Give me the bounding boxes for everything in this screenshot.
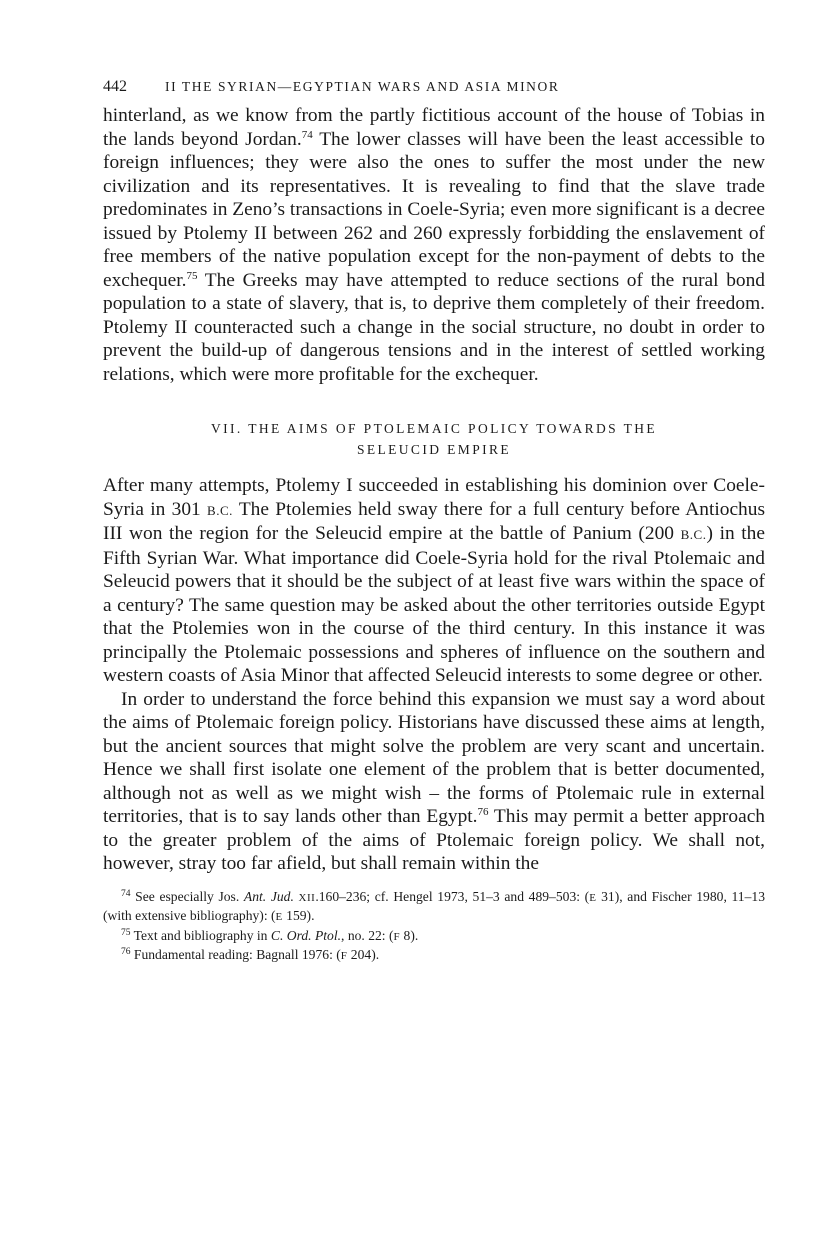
- text-run: .160–236; cf. Hengel 1973, 51–3 and 489–503: (: [315, 888, 590, 904]
- text-run: In order to understand the force behind this expansion we must say a word about the aims of Ptolemaic foreign policy. Historians have discussed these aims at length, but the ancient sources that might solve the problem are very scant and uncertain. Hence we shall first isolate one element of the problem that is better documented, although not as well as we might wish – the forms of Ptolemaic rule in external territories, that is to say lands other than Egypt.: [103, 688, 765, 827]
- text-run: 31), and Fischer 1980, 11–13 (with extensive bibliography): (: [103, 888, 765, 923]
- text-run: The Ptolemies held sway there for a full century before Antiochus III won the region for the Seleucid empire at the battle of Panium (200: [103, 498, 765, 544]
- bibliography-section: F: [393, 930, 401, 943]
- page: [103, 78, 765, 966]
- footnote-ref-75[interactable]: 75: [186, 269, 198, 282]
- bibliography-section: F: [340, 950, 348, 962]
- text-run: hinterland, as we know from the partly fictitious account of the house of Tobias in the lands beyond Jordan.: [103, 105, 765, 150]
- footnote-ref-76[interactable]: 76: [477, 806, 489, 818]
- footnote-74: [103, 888, 765, 927]
- running-title: II THE SYRIAN—EGYPTIAN WARS AND ASIA MINOR: [165, 79, 560, 94]
- footnotes: [103, 888, 765, 966]
- footnote-76: [103, 946, 765, 966]
- text-run: ) in the Fifth Syrian War. What importance did Coele-Syria hold for the rival Ptolemaic and Seleucid powers that it should be the subject of at least five wars within the space of a century? The same question may be asked about the other territories outside Egypt that the Ptolemies won in the course of the third century. In this instance it was principally the Ptolemaic possessions and spheres of influence on the southern and western coasts of Asia Minor that affected Seleucid interests to some degree or other.: [103, 523, 765, 686]
- section-heading-line-1: VII. THE AIMS OF PTOLEMAIC POLICY TOWARDS THE: [210, 421, 658, 436]
- footnote-number: 76: [121, 947, 131, 957]
- running-header: [103, 78, 765, 96]
- page-number: 442: [103, 78, 127, 95]
- paragraph-1: [103, 104, 765, 386]
- body-text: [103, 104, 765, 876]
- text-run: The lower classes will have been the least accessible to foreign influences; they were also the ones to suffer the most under the new civilization and its representatives. It is revealing to find that the slave trade predominates in Zeno’s transactions in Coele-Syria; even more significant is a decree issued by Ptolemy II between 262 and 260 expressly forbidding the enslavement of free members of the native population except for the non-payment of debts to the exchequer.: [103, 128, 765, 291]
- era-abbreviation: B.C.: [207, 502, 233, 518]
- paragraph-3: [103, 688, 765, 876]
- footnote-number: 75: [121, 927, 131, 938]
- text-run: 159).: [282, 908, 315, 923]
- footnote-number: 74: [121, 888, 131, 899]
- work-title: Ant. Jud.: [243, 888, 294, 904]
- work-title: C. Ord. Ptol.: [270, 927, 342, 943]
- text-run: See especially Jos.: [130, 888, 244, 904]
- text-run: Text and bibliography in: [130, 927, 271, 943]
- text-run: 8).: [400, 927, 419, 943]
- paragraph-2: [103, 474, 765, 688]
- section-heading: [103, 418, 765, 460]
- text-run: After many attempts, Ptolemy I succeeded in establishing his dominion over Coele-Syria in 301: [103, 475, 765, 520]
- bibliography-section: E: [275, 911, 283, 923]
- text-run: 204).: [347, 947, 380, 962]
- footnote-75: [103, 927, 765, 947]
- section-heading-line-2: SELEUCID EMPIRE: [356, 442, 512, 457]
- footnote-ref-74[interactable]: 74: [301, 128, 313, 141]
- era-abbreviation: B.C.: [680, 527, 707, 542]
- text-run: , no. 22: (: [341, 927, 394, 943]
- text-run: The Greeks may have attempted to reduce sections of the rural bond population to a state of slavery, that is, to deprive them completely of their freedom. Ptolemy II counteracted such a change in the social structure, no doubt in order to prevent the build-up of dangerous tensions and in the interest of settled working relations, which were more profitable for the exchequer.: [103, 269, 765, 385]
- text-run: This may permit a better approach to the greater problem of the aims of Ptolemaic foreign policy. We shall not, however, stray too far afield, but shall remain within the: [103, 806, 765, 874]
- text-run: Fundamental reading: Bagnall 1976: (: [130, 947, 341, 962]
- bibliography-section: E: [589, 891, 597, 904]
- book-number: XII: [298, 891, 316, 904]
